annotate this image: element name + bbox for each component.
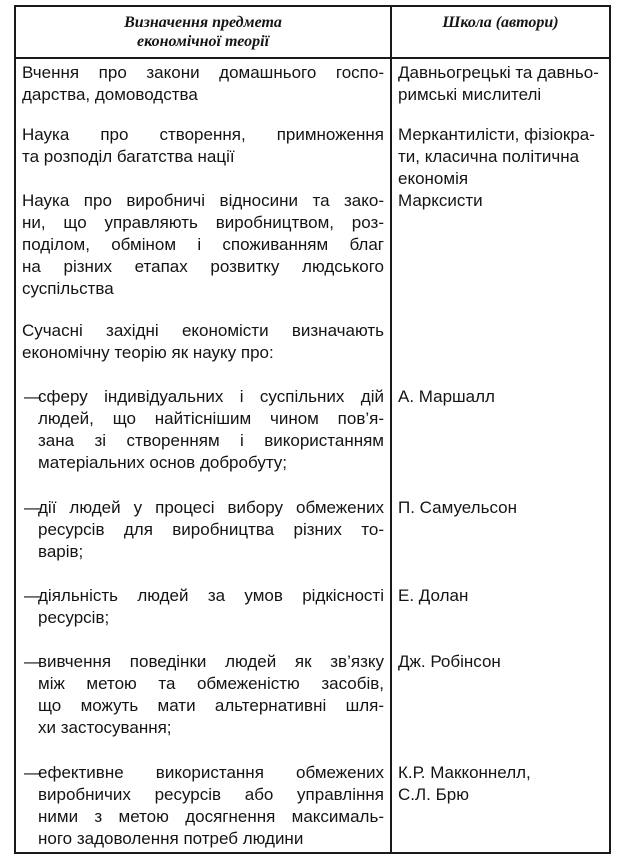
definition-line: вивчення поведінки людей як зв’язку	[38, 652, 384, 671]
definition-line: на різних етапах розвитку людського	[22, 257, 384, 276]
table-left-border	[14, 5, 16, 854]
header-school-text: Школа (автори)	[442, 14, 559, 31]
row-5-school	[398, 386, 604, 408]
definition-line: матеріальних основ добробуту;	[38, 453, 288, 472]
row-4-definition	[22, 320, 384, 364]
header-school	[392, 13, 609, 32]
definition-line: Наука про виробничі відносини та зако-	[22, 191, 384, 210]
definition-line: сферу індивідуальних і суспільних дій	[38, 387, 384, 406]
definition-line: та розподіл багатства нації	[22, 147, 235, 166]
header-definition-line1: Визначення предмета	[124, 14, 282, 31]
definition-line: ресурсів;	[38, 608, 110, 627]
definition-line: що можуть мати альтернативні шля-	[38, 696, 384, 715]
row-2-school	[398, 124, 604, 190]
definition-line: суспільства	[22, 279, 114, 298]
school-line: Давньогрецькі та давньо-	[398, 63, 599, 82]
row-1-school	[398, 62, 604, 106]
row-7-definition	[24, 585, 384, 629]
definition-line: ефективне використання обмежених	[38, 763, 384, 782]
school-line: К.Р. Макконнелл,	[398, 763, 531, 782]
definition-line: людей, що найтіснішим чином пов’я-	[38, 409, 384, 428]
row-3-school	[398, 190, 604, 212]
definition-line: ресурсів для виробництва різних то-	[38, 520, 384, 539]
definition-line: дії людей у процесі вибору обмежених	[38, 498, 384, 517]
definition-line: хи застосування;	[38, 718, 172, 737]
row-7-school	[398, 585, 604, 607]
definition-line: ними з метою досягнення максималь-	[38, 807, 384, 826]
definition-line: Сучасні західні економісти визначають	[22, 321, 384, 340]
definition-line: зана зі створенням і використанням	[38, 431, 384, 450]
school-line: П. Самуельсон	[398, 498, 517, 517]
row-9-school	[398, 762, 604, 806]
header-definition	[16, 13, 390, 51]
row-8-definition	[24, 651, 384, 739]
row-6-definition	[24, 497, 384, 563]
dash-marker: —	[24, 763, 41, 782]
definition-line: між метою та обмеженістю засобів,	[38, 674, 384, 693]
dash-marker: —	[24, 652, 41, 671]
row-6-school	[398, 497, 604, 519]
table-right-border	[609, 5, 611, 854]
row-5-definition	[24, 386, 384, 474]
school-line: ти, класична політична	[398, 147, 580, 166]
definition-line: поділом, обміном і споживанням благ	[22, 235, 384, 254]
school-line: економія	[398, 169, 469, 188]
row-8-school	[398, 651, 604, 673]
definition-line: діяльність людей за умов рідкісності	[38, 586, 384, 605]
definition-line: економічну теорію як науку про:	[22, 343, 274, 362]
school-line: римські мислителі	[398, 85, 542, 104]
row-9-definition	[24, 762, 384, 850]
school-line: Меркантилісти, фізіокра-	[398, 125, 595, 144]
row-3-definition	[22, 190, 384, 300]
school-line: А. Маршалл	[398, 387, 495, 406]
dash-marker: —	[24, 498, 41, 517]
school-line: Дж. Робінсон	[398, 652, 501, 671]
table-bottom-border	[14, 852, 611, 854]
row-2-definition	[22, 124, 384, 168]
school-line: Марксисти	[398, 191, 483, 210]
table-top-border	[14, 5, 611, 7]
school-line: Е. Долан	[398, 586, 469, 605]
header-definition-line2: економічної теорії	[136, 33, 270, 50]
definition-line: Наука про створення, примноження	[22, 125, 384, 144]
header-bottom-border	[14, 57, 611, 59]
definition-line: Вчення про закони домашнього госпо-	[22, 63, 384, 82]
definition-line: ни, що управляють виробництвом, роз-	[22, 213, 384, 232]
column-divider	[390, 5, 392, 854]
definition-line: дарства, домоводства	[22, 85, 198, 104]
definition-line: ного задоволення потреб людини	[38, 829, 304, 848]
school-line: С.Л. Брю	[398, 785, 469, 804]
dash-marker: —	[24, 387, 41, 406]
row-1-definition	[22, 62, 384, 106]
dash-marker: —	[24, 586, 41, 605]
definition-line: варів;	[38, 542, 84, 561]
definition-line: виробничих ресурсів або управління	[38, 785, 384, 804]
